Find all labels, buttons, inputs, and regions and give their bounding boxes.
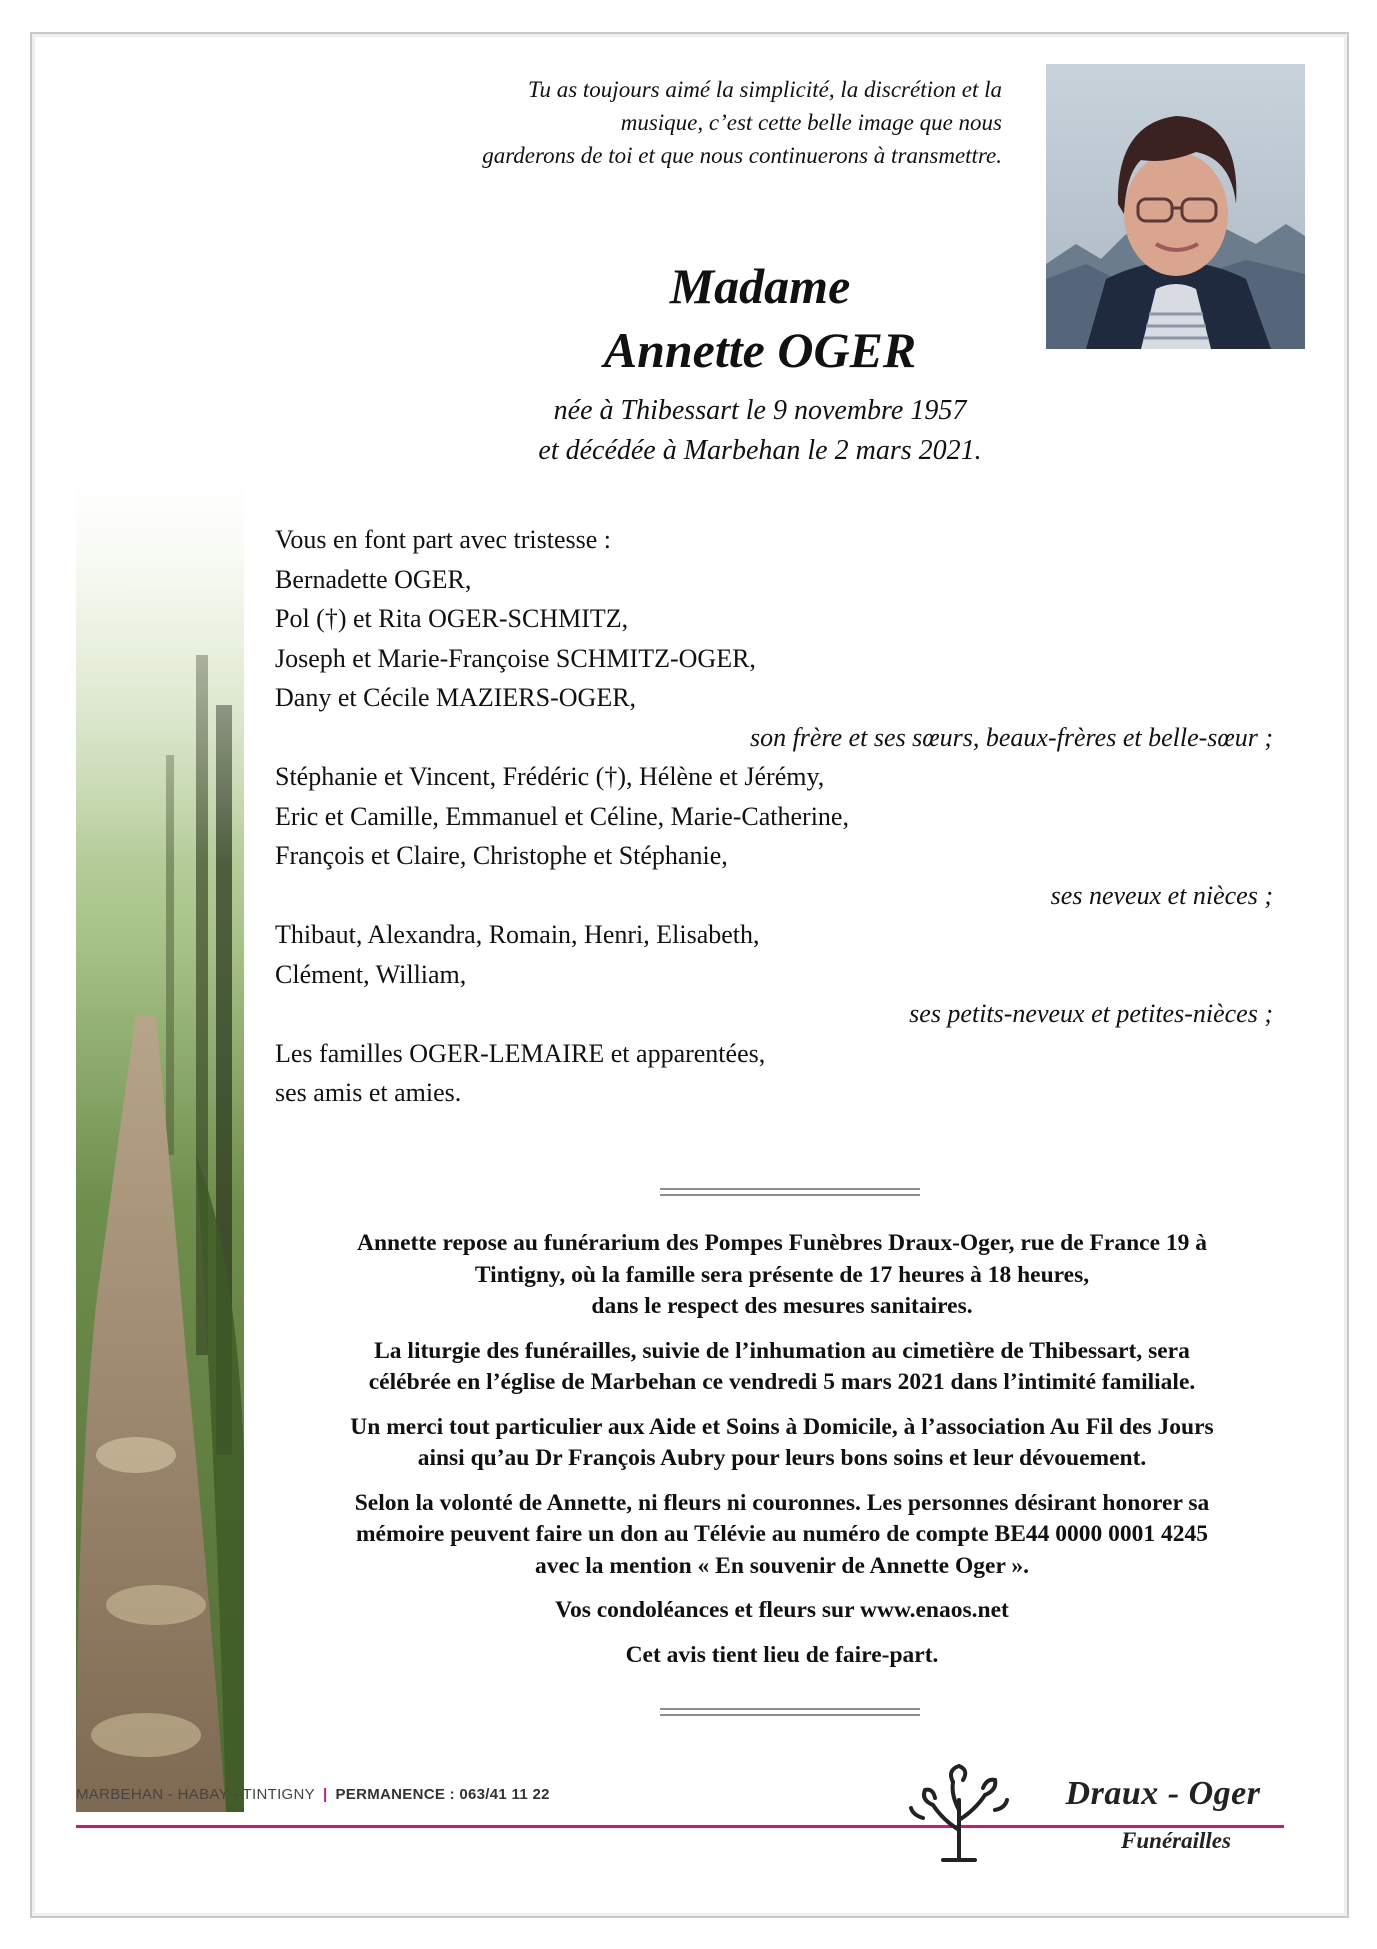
family-line: François et Claire, Christophe et Stéphanie, <box>275 841 728 870</box>
text-line: Un merci tout particulier aux Aide et Soins à Domicile, à l’association Au Fil des Jours <box>350 1413 1214 1440</box>
deceased-title: Madame <box>669 258 851 314</box>
family-line: Pol (†) et Rita OGER-SCHMITZ, <box>275 604 629 633</box>
tree-logo-icon <box>903 1760 1015 1865</box>
text-line: Selon la volonté de Annette, ni fleurs ni couronnes. Les personnes désirant honorer sa <box>354 1489 1210 1516</box>
text-line: Tintigny, où la famille sera présente de 17 heures à 18 heures, <box>474 1261 1090 1288</box>
family-line: Joseph et Marie-Françoise SCHMITZ-OGER, <box>275 643 756 673</box>
footer-separator: | <box>322 1786 328 1803</box>
footer-permanence: PERMANENCE : 063/41 11 22 <box>335 1786 550 1803</box>
text-line: Annette repose au funérarium des Pompes Funèbres Draux-Oger, rue de France 19 à <box>356 1230 1208 1256</box>
footer-contact <box>76 1786 550 1803</box>
text-line: dans le respect des mesures sanitaires. <box>591 1293 973 1319</box>
announcement-details <box>272 1228 1292 1684</box>
forest-path-image <box>76 455 244 1812</box>
quote-line: garderons de toi et que nous continuerons à transmettre. <box>482 143 1002 168</box>
family-line: Stéphanie et Vincent, Frédéric (†), Hélène et Jérémy, <box>275 762 825 791</box>
brand-subtitle: Funérailles <box>1085 1828 1267 1854</box>
death-line: et décédée à Marbehan le 2 mars 2021. <box>538 435 982 466</box>
family-line: Thibaut, Alexandra, Romain, Henri, Elisabeth, <box>275 920 760 949</box>
deceased-name: Annette OGER <box>603 322 917 378</box>
text-line: célébrée en l’église de Marbehan ce vendredi 5 mars 2021 dans l’intimité familiale. <box>368 1369 1196 1395</box>
family-line: Clément, William, <box>275 959 467 989</box>
family-line: Eric et Camille, Emmanuel et Céline, Marie-Catherine, <box>275 801 849 831</box>
relationship-line: son frère et ses sœurs, beaux-frères et belle-sœur ; <box>749 722 1273 752</box>
text-line: mémoire peuvent faire un don au Télévie au numéro de compte BE44 0000 0001 4245 <box>355 1521 1209 1547</box>
separator-bottom <box>660 1708 920 1716</box>
wake-paragraph <box>272 1228 1292 1323</box>
text-line: avec la mention « En souvenir de Annette Oger ». <box>535 1552 1029 1579</box>
family-line: Les familles OGER-LEMAIRE et apparentées, <box>275 1038 766 1068</box>
family-line: ses amis et amies. <box>275 1078 462 1107</box>
notice-paragraph: Cet avis tient lieu de faire-part. <box>625 1641 939 1668</box>
family-line: Dany et Cécile MAZIERS-OGER, <box>275 683 637 712</box>
family-list <box>275 520 1275 1113</box>
brand-name: Draux - Oger <box>1065 1775 1261 1812</box>
text-line: ainsi qu’au Dr François Aubry pour leurs bons soins et leur dévouement. <box>417 1445 1147 1471</box>
donation-paragraph <box>272 1488 1292 1583</box>
quote-line: Tu as toujours aimé la simplicité, la discrétion et la <box>527 77 1002 102</box>
family-line: Bernadette OGER, <box>275 564 472 594</box>
text-line: La liturgie des funérailles, suivie de l’inhumation au cimetière de Thibessart, sera <box>374 1337 1190 1364</box>
family-line: Vous en font part avec tristesse : <box>275 525 611 554</box>
condolences-paragraph: Vos condoléances et fleurs sur www.enaos.net <box>555 1597 1009 1623</box>
thanks-paragraph <box>272 1412 1292 1475</box>
funeral-paragraph <box>272 1336 1292 1399</box>
epigraph-quote <box>330 73 1002 172</box>
quote-line: musique, c’est cette belle image que nous <box>620 110 1002 135</box>
separator-top <box>660 1188 920 1196</box>
birth-line: née à Thibessart le 9 novembre 1957 <box>553 395 967 426</box>
relationship-line: ses neveux et nièces ; <box>1050 880 1273 910</box>
footer-locations: MARBEHAN - HABAY - TINTIGNY <box>76 1786 315 1803</box>
relationship-line: ses petits-neveux et petites-nièces ; <box>909 999 1273 1028</box>
